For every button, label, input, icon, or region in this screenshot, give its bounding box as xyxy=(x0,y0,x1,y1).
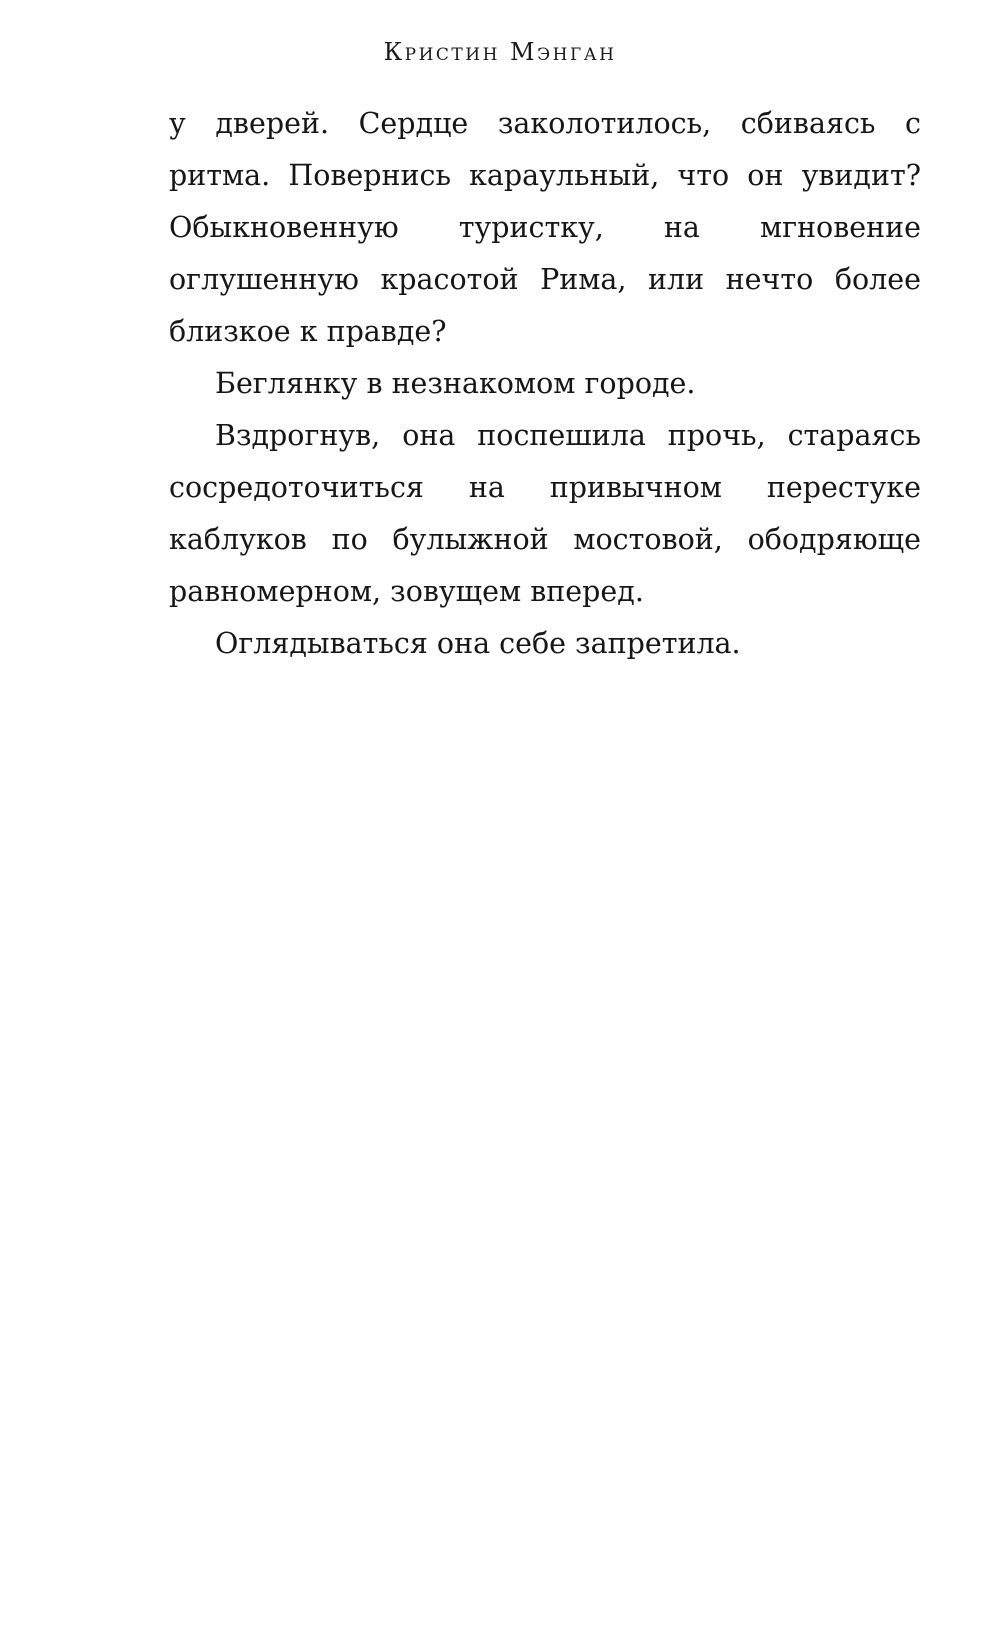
paragraph-2: Беглянку в незнакомом городе. xyxy=(215,367,696,400)
body-text xyxy=(169,98,921,670)
running-head-author: Кристин Мэнган xyxy=(383,38,617,66)
paragraph-4: Оглядываться она себе запретила. xyxy=(215,627,741,660)
paragraph-1: у дверей. Сердце заколотилось, сбиваясь с ритма. Повернись караульный, что он увидит? Обыкновенную туристку, на мгновение оглушенную красотой Рима, или нечто более близкое к правде? xyxy=(169,107,921,348)
paragraph-3: Вздрогнув, она поспешила прочь, стараясь сосредоточиться на привычном перестуке каблуков по булыжной мостовой, ободряюще равномерном, зовущем вперед. xyxy=(169,419,921,608)
